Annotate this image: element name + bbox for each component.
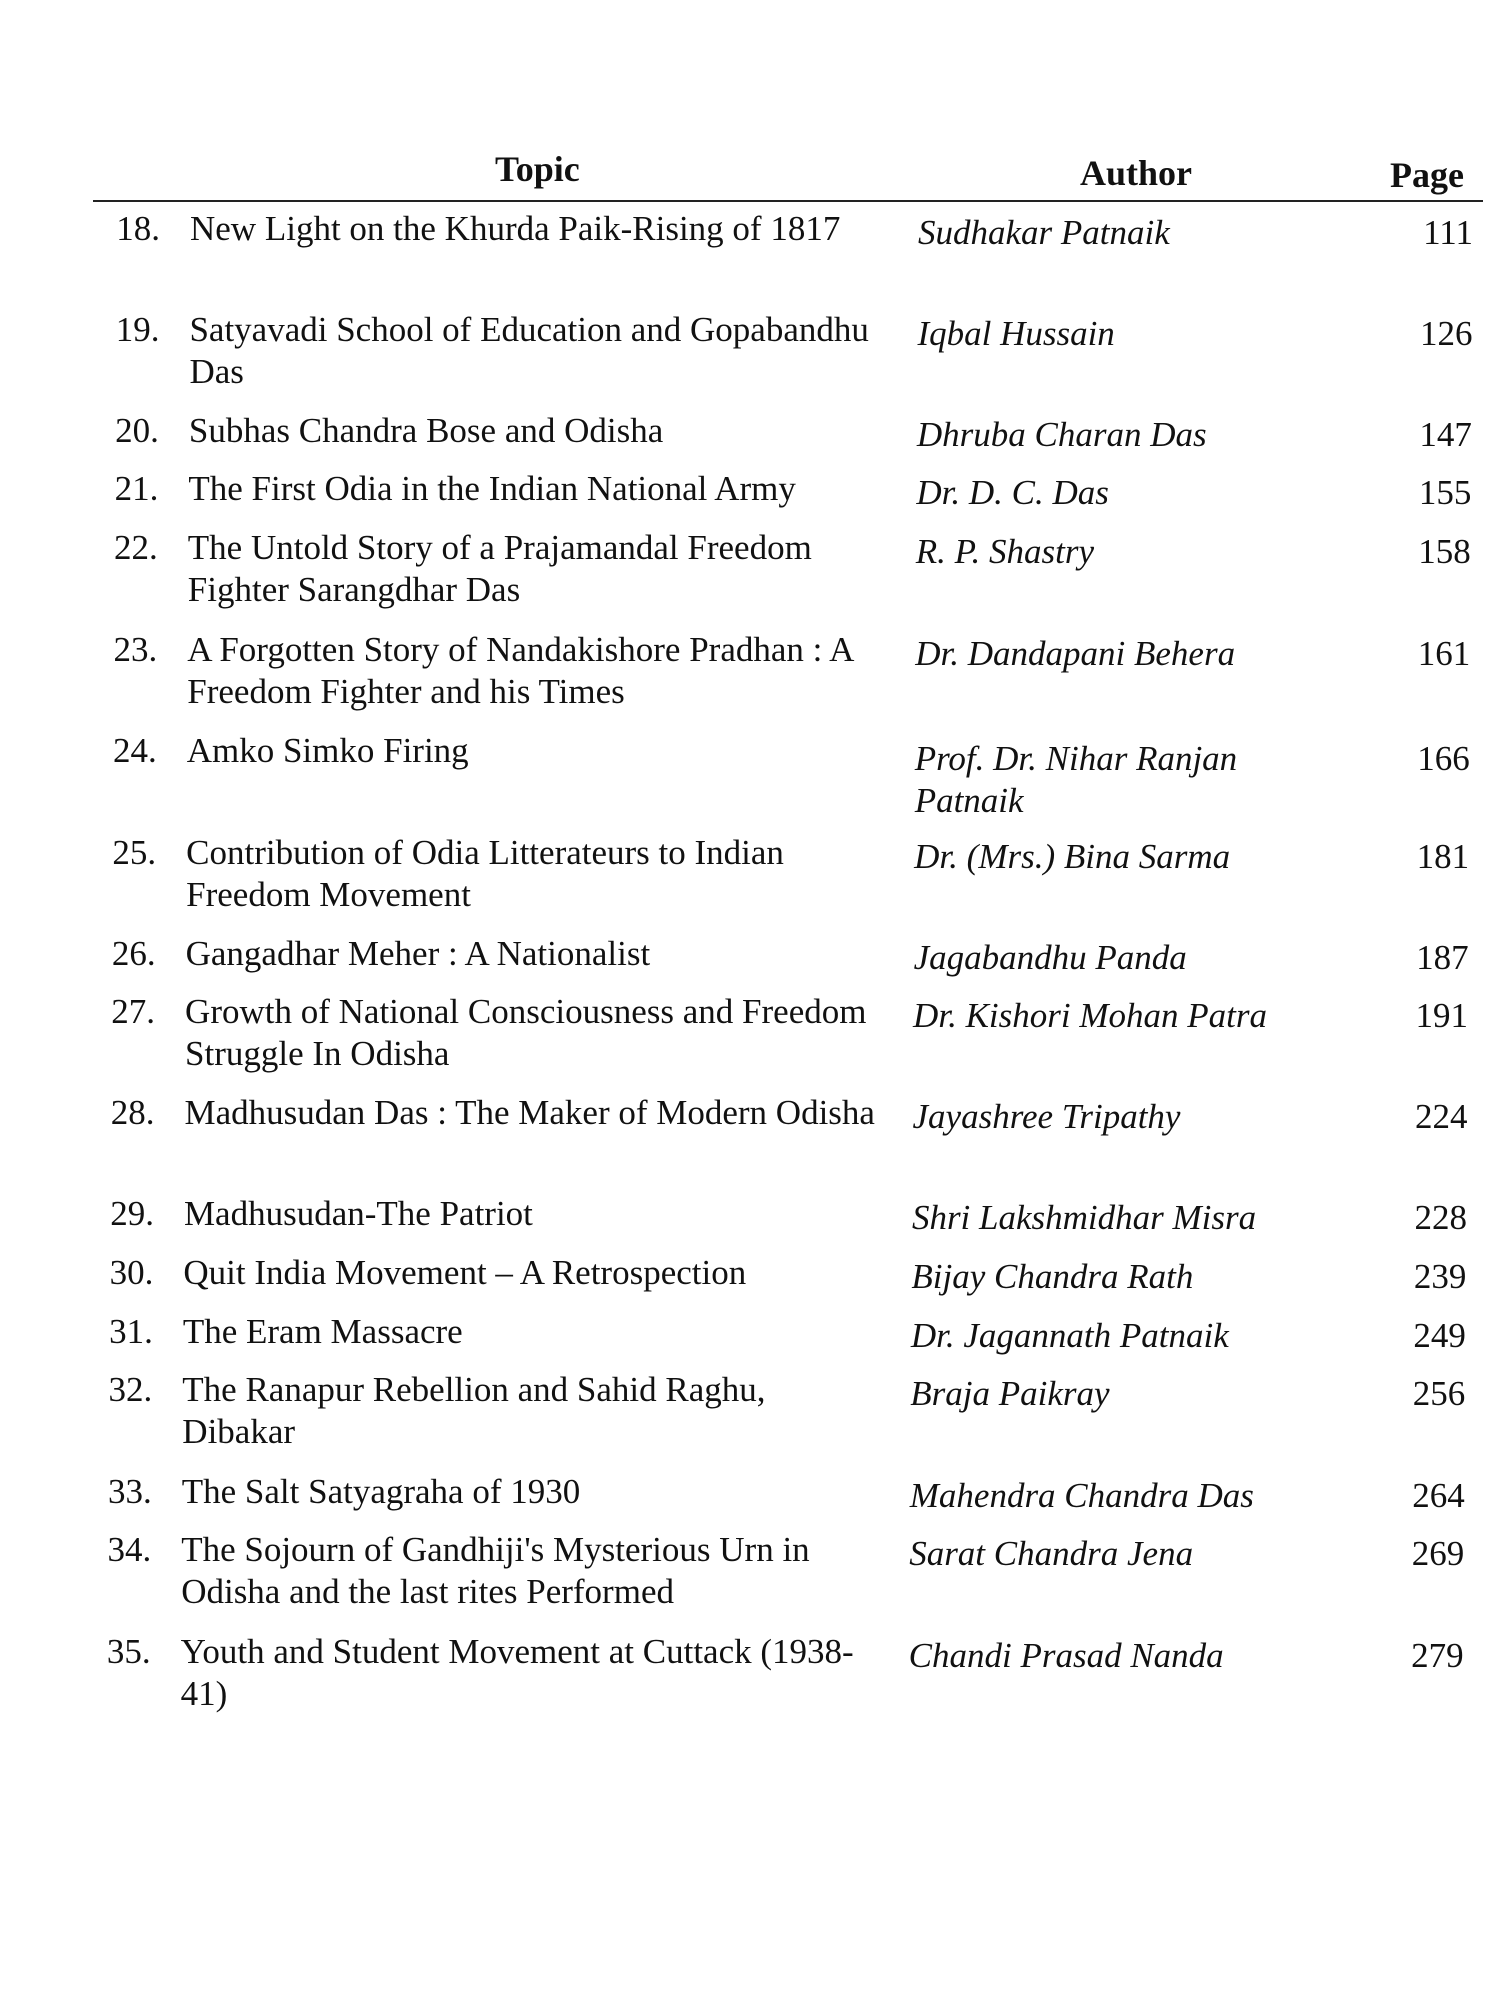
entry-topic: Contribution of Odia Litterateurs to Indian Freedom Movement xyxy=(186,833,784,914)
entry-author: Dr. Jagannath Patnaik xyxy=(910,1316,1229,1355)
entry-page-number: 181 xyxy=(1416,837,1470,876)
entry-author: R. P. Shastry xyxy=(915,532,1095,571)
entry-page-number: 224 xyxy=(1415,1097,1468,1136)
entry-topic: Amko Simko Firing xyxy=(186,731,469,770)
entry-page-number: 155 xyxy=(1418,473,1472,512)
entry-author: Mahendra Chandra Das xyxy=(909,1476,1254,1515)
entry-topic: New Light on the Khurda Paik-Rising of 1817 xyxy=(190,209,841,248)
entry-page-number: 147 xyxy=(1419,415,1472,454)
entry-author: Jagabandhu Panda xyxy=(913,938,1187,977)
entry-topic: The Salt Satyagraha of 1930 xyxy=(181,1472,581,1511)
entry-author: Sarat Chandra Jena xyxy=(909,1534,1194,1573)
entry-page-number: 191 xyxy=(1415,996,1469,1035)
entry-number: 20. xyxy=(115,411,159,450)
entry-author: Dhruba Charan Das xyxy=(916,415,1207,454)
entry-author: Sudhakar Patnaik xyxy=(918,213,1170,252)
entry-topic: Subhas Chandra Bose and Odisha xyxy=(188,411,664,450)
entry-number: 25. xyxy=(112,833,157,872)
entry-page-number: 279 xyxy=(1411,1636,1464,1675)
entry-number: 18. xyxy=(116,209,160,248)
entry-number: 28. xyxy=(110,1093,155,1132)
entry-page-number: 228 xyxy=(1414,1198,1467,1237)
entry-topic: Gangadhar Meher : A Nationalist xyxy=(185,934,651,973)
entry-number: 19. xyxy=(115,310,160,349)
entry-page-number: 166 xyxy=(1417,739,1470,778)
entry-number: 22. xyxy=(114,528,158,567)
entry-page-number: 249 xyxy=(1413,1316,1466,1355)
entry-number: 31. xyxy=(109,1312,153,1351)
entry-author: Prof. Dr. Nihar Ranjan Patnaik xyxy=(914,739,1238,820)
entry-number: 23. xyxy=(113,630,158,669)
entry-topic: The Sojourn of Gandhiji's Mysterious Urn in Odisha and the last rites Performed xyxy=(181,1530,810,1611)
entry-number: 29. xyxy=(110,1194,154,1233)
entry-topic: The Eram Massacre xyxy=(182,1312,463,1351)
entry-page-number: 256 xyxy=(1412,1374,1466,1413)
entry-number: 33. xyxy=(108,1472,152,1511)
entry-author: Dr. (Mrs.) Bina Sarma xyxy=(914,837,1231,876)
entry-topic: Madhusudan Das : The Maker of Modern Odisha xyxy=(184,1093,875,1132)
entry-page-number: 239 xyxy=(1413,1257,1467,1296)
entry-number: 30. xyxy=(109,1253,154,1292)
entry-page-number: 264 xyxy=(1412,1476,1465,1515)
entry-author: Chandi Prasad Nanda xyxy=(908,1636,1224,1675)
entry-author: Dr. D. C. Das xyxy=(916,473,1109,512)
entry-number: 32. xyxy=(108,1370,153,1409)
entry-number: 24. xyxy=(112,731,157,770)
entry-number: 21. xyxy=(114,469,159,508)
entry-topic: Quit India Movement – A Retrospection xyxy=(183,1253,747,1292)
entry-page-number: 269 xyxy=(1411,1534,1465,1573)
entry-number: 34. xyxy=(107,1530,152,1569)
entry-topic: Youth and Student Movement at Cuttack (1938-41) xyxy=(180,1632,854,1713)
entry-page-number: 111 xyxy=(1423,213,1473,252)
entry-topic: A Forgotten Story of Nandakishore Pradhan : A Freedom Fighter and his Times xyxy=(187,630,853,711)
entry-author: Shri Lakshmidhar Misra xyxy=(911,1198,1257,1237)
header-page: Page xyxy=(1390,155,1464,195)
entry-author: Dr. Kishori Mohan Patra xyxy=(913,996,1267,1035)
header-topic: Topic xyxy=(495,149,580,189)
header-author: Author xyxy=(1080,153,1193,193)
entry-topic: The Untold Story of a Prajamandal Freedom Fighter Sarangdhar Das xyxy=(187,528,812,609)
entry-author: Braja Paikray xyxy=(910,1374,1110,1413)
entry-topic: Growth of National Consciousness and Freedom Struggle In Odisha xyxy=(185,992,867,1073)
entry-page-number: 158 xyxy=(1418,532,1471,571)
entry-author: Jayashree Tripathy xyxy=(912,1097,1181,1136)
entry-author: Bijay Chandra Rath xyxy=(911,1257,1194,1296)
entry-number: 27. xyxy=(111,992,156,1031)
entry-page-number: 187 xyxy=(1416,938,1469,977)
entry-number: 26. xyxy=(111,934,156,973)
entry-topic: Satyavadi School of Education and Gopabandhu Das xyxy=(189,310,869,391)
entry-page-number: 161 xyxy=(1417,634,1471,673)
entry-number: 35. xyxy=(106,1632,151,1671)
entry-page-number: 126 xyxy=(1419,314,1473,353)
entry-topic: The Ranapur Rebellion and Sahid Raghu, Dibakar xyxy=(182,1370,766,1451)
entry-topic: Madhusudan-The Patriot xyxy=(183,1194,533,1233)
entry-topic: The First Odia in the Indian National Army xyxy=(188,469,796,508)
entry-author: Dr. Dandapani Behera xyxy=(915,634,1236,673)
entry-author: Iqbal Hussain xyxy=(917,314,1115,353)
